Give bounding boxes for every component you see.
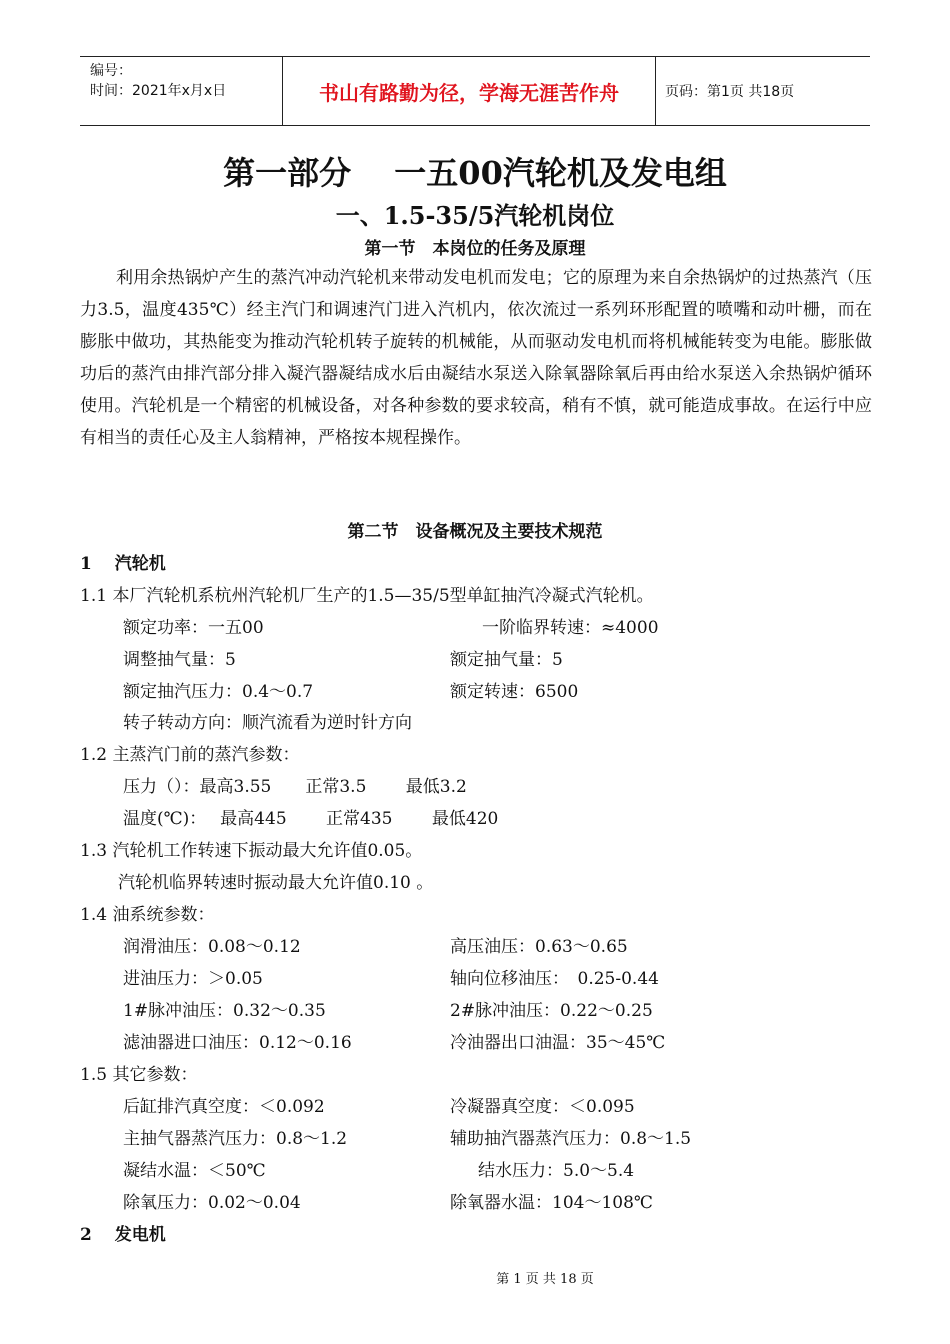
lube-oil-pressure: 润滑油压：0.08～0.12 (123, 937, 301, 957)
rated-speed: 额定转速：6500 (450, 682, 579, 702)
item-1-3-critical: 汽轮机临界转速时振动最大允许值0.10 。 (118, 873, 434, 893)
header-meta (90, 61, 226, 101)
heading-turbine: 1 汽轮机 (80, 554, 166, 574)
header-page-info: 页码：第1页 共18页 (665, 84, 795, 100)
condensate-temp: 凝结水温：＜50℃ (123, 1161, 266, 1181)
steam-temp-row: 温度(℃)： 最高445 正常435 最低420 (123, 809, 499, 829)
cooler-outlet-temp: 冷油器出口油温：35～45℃ (450, 1033, 666, 1053)
document-title: 第一部分 一五00汽轮机及发电组 (223, 154, 727, 192)
intro-paragraph: 利用余热锅炉产生的蒸汽冲动汽轮机来带动发电机而发电；它的原理为来自余热锅炉的过热蒸汽（压力3.5，温度435℃）经主汽门和调速汽门进入汽机内，依次流过一系列环形配置的喷嘴和动叶栅，而在膨胀中做功，其热能变为推动汽轮机转子旋转的机械能，从而驱动发电机而将机械能转变为电能。膨胀做功后的蒸汽由排汽部分排入凝汽器凝结成水后由凝结水泵送入除氧器除氧后再由给水泵送入余热锅炉循环使用。汽轮机是一个精密的机械设备，对各种参数的要求较高，稍有不慎，就可能造成事故。在运行中应有相当的责任心及主人翁精神，严格按本规程操作。 (80, 268, 872, 448)
rotation-direction: 转子转动方向：顺汽流看为逆时针方向 (123, 713, 412, 733)
adj-extraction: 调整抽气量：5 (123, 650, 236, 670)
aux-ejector-pressure: 辅助抽汽器蒸汽压力：0.8～1.5 (450, 1129, 692, 1149)
inlet-oil-pressure: 进油压力：＞0.05 (123, 969, 263, 989)
page-footer: 第 1 页 共 18 页 (496, 1272, 594, 1287)
deaerator-pressure: 除氧压力：0.02～0.04 (123, 1193, 301, 1213)
document-subtitle: 一、1.5-35/5汽轮机岗位 (335, 201, 615, 230)
rated-power: 额定功率：一五00 (123, 618, 264, 638)
page-header (80, 56, 870, 126)
item-1-1: 1.1 本厂汽轮机系杭州汽轮机厂生产的1.5—35/5型单缸抽汽冷凝式汽轮机。 (80, 586, 654, 606)
main-ejector-pressure: 主抽气器蒸汽压力：0.8～1.2 (123, 1129, 348, 1149)
rear-cylinder-vacuum: 后缸排汽真空度：＜0.092 (123, 1097, 325, 1117)
condenser-vacuum: 冷凝器真空度：＜0.095 (450, 1097, 635, 1117)
rated-extraction: 额定抽气量：5 (450, 650, 563, 670)
steam-pressure-row: 压力（）：最高3.55 正常3.5 最低3.2 (123, 777, 467, 797)
number-label: 编号： (90, 63, 132, 79)
critical-speed: 一阶临界转速：≈4000 (482, 618, 659, 638)
item-1-4: 1.4 油系统参数： (80, 905, 215, 925)
filter-inlet-oil: 滤油器进口油压：0.12～0.16 (123, 1033, 352, 1053)
item-1-2: 1.2 主蒸汽门前的蒸汽参数： (80, 745, 300, 765)
section2-heading: 第二节 设备概况及主要技术规范 (347, 522, 603, 542)
item-1-3: 1.3 汽轮机工作转速下振动最大允许值0.05。 (80, 841, 423, 861)
time-label: 时间：2021年x月x日 (90, 83, 227, 99)
header-motto: 书山有路勤为径，学海无涯苦作舟 (282, 57, 656, 125)
rated-extraction-pressure: 额定抽汽压力：0.4～0.7 (123, 682, 314, 702)
deaerator-water-temp: 除氧器水温：104～108℃ (450, 1193, 653, 1213)
item-1-5: 1.5 其它参数： (80, 1065, 198, 1085)
pulse-oil-1: 1#脉冲油压：0.32～0.35 (123, 1001, 326, 1021)
heading-generator: 2 发电机 (80, 1225, 166, 1245)
section1-heading: 第一节 本岗位的任务及原理 (364, 239, 586, 259)
hp-oil-pressure: 高压油压：0.63～0.65 (450, 937, 628, 957)
pulse-oil-2: 2#脉冲油压：0.22～0.25 (450, 1001, 653, 1021)
condensate-pressure: 结水压力：5.0～5.4 (478, 1161, 635, 1181)
axial-displacement-oil: 轴向位移油压： 0.25-0.44 (450, 969, 659, 989)
